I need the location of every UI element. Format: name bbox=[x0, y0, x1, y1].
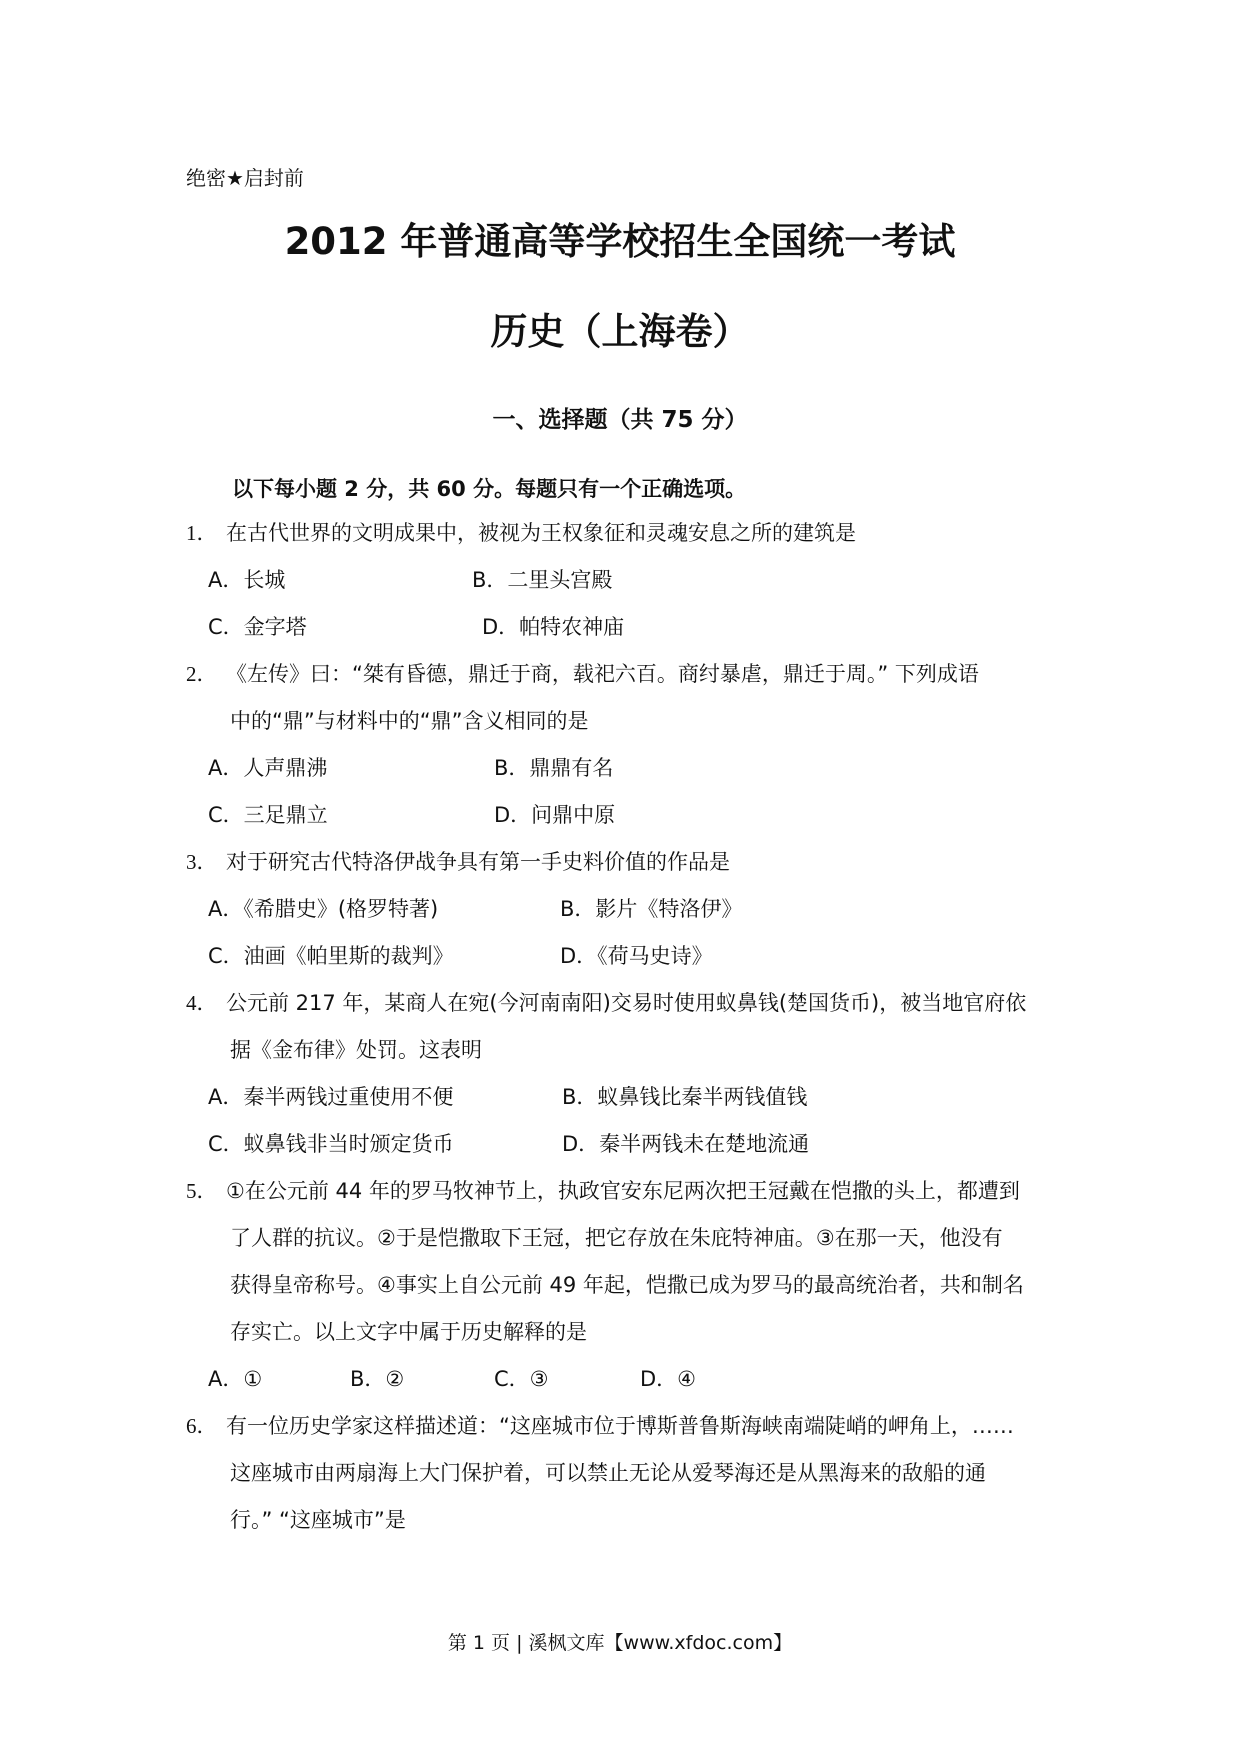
question-number: 5． bbox=[186, 1179, 218, 1203]
option-d: D．《荷马史诗》 bbox=[560, 944, 713, 968]
option-c: C．油画《帕里斯的裁判》 bbox=[208, 944, 454, 968]
question-text: 对于研究古代特洛伊战争具有第一手史料价值的作品是 bbox=[226, 850, 730, 874]
option-d: D．秦半两钱未在楚地流通 bbox=[562, 1132, 810, 1156]
question-text: 公元前 217 年，某商人在宛(今河南南阳)交易时使用蚁鼻钱(楚国货币)，被当地官府依 bbox=[226, 991, 1027, 1015]
option-b: B．影片《特洛伊》 bbox=[560, 897, 743, 921]
question-text: 《左传》曰：“桀有昏德，鼎迁于商，载祀六百。商纣暴虐，鼎迁于周。” 下列成语 bbox=[226, 662, 979, 686]
option-b: B．鼎鼎有名 bbox=[494, 756, 614, 780]
question-number: 1． bbox=[186, 521, 218, 545]
option-d: D．帕特农神庙 bbox=[482, 615, 625, 639]
question-text: 中的“鼎”与材料中的“鼎”含义相同的是 bbox=[230, 709, 589, 733]
question-number: 6． bbox=[186, 1414, 218, 1438]
question-text: 这座城市由两扇海上大门保护着，可以禁止无论从爱琴海还是从黑海来的敌船的通 bbox=[230, 1461, 986, 1485]
question-text: 存实亡。以上文字中属于历史解释的是 bbox=[230, 1320, 587, 1344]
option-b: B．蚁鼻钱比秦半两钱值钱 bbox=[562, 1085, 808, 1109]
question-text: 行。” “这座城市”是 bbox=[230, 1508, 406, 1532]
option-c: C．蚁鼻钱非当时颁定货币 bbox=[208, 1132, 454, 1156]
question-text: 了人群的抗议。②于是恺撒取下王冠，把它存放在朱庇特神庙。③在那一天，他没有 bbox=[230, 1226, 1003, 1250]
option-b: B．二里头宫殿 bbox=[472, 568, 613, 592]
question-text: 在古代世界的文明成果中，被视为王权象征和灵魂安息之所的建筑是 bbox=[226, 521, 856, 545]
exam-subtitle: 历史（上海卷） bbox=[490, 310, 750, 353]
option-c: C．三足鼎立 bbox=[208, 803, 328, 827]
option-c: C．③ bbox=[494, 1367, 549, 1391]
option-a: A．《希腊史》(格罗特著) bbox=[208, 897, 439, 921]
option-d: D．问鼎中原 bbox=[494, 803, 616, 827]
option-a: A．长城 bbox=[208, 568, 286, 592]
question-number: 4． bbox=[186, 991, 218, 1015]
question-number: 2． bbox=[186, 662, 218, 686]
option-a: A．人声鼎沸 bbox=[208, 756, 328, 780]
question-text: ①在公元前 44 年的罗马牧神节上，执政官安东尼两次把王冠戴在恺撒的头上，都遭到 bbox=[226, 1179, 1020, 1203]
question-text: 获得皇帝称号。④事实上自公元前 49 年起，恺撒已成为罗马的最高统治者，共和制名 bbox=[230, 1273, 1024, 1297]
page-footer: 第 1 页 | 溪枫文库【www.xfdoc.com】 bbox=[447, 1632, 793, 1654]
option-c: C．金字塔 bbox=[208, 615, 307, 639]
question-text: 据《金布律》处罚。这表明 bbox=[230, 1038, 482, 1062]
question-text: 有一位历史学家这样描述道：“这座城市位于博斯普鲁斯海峡南端陡峭的岬角上，…… bbox=[226, 1414, 1014, 1438]
question-number: 3． bbox=[186, 850, 218, 874]
option-a: A．① bbox=[208, 1367, 263, 1391]
option-b: B．② bbox=[350, 1367, 405, 1391]
confidential-mark: 绝密★启封前 bbox=[186, 166, 304, 190]
section-instruction: 以下每小题 2 分，共 60 分。每题只有一个正确选项。 bbox=[232, 477, 747, 501]
exam-title: 2012 年普通高等学校招生全国统一考试 bbox=[284, 220, 956, 263]
section-heading: 一、选择题（共 75 分） bbox=[492, 407, 748, 433]
option-a: A．秦半两钱过重使用不便 bbox=[208, 1085, 454, 1109]
option-d: D．④ bbox=[640, 1367, 696, 1391]
